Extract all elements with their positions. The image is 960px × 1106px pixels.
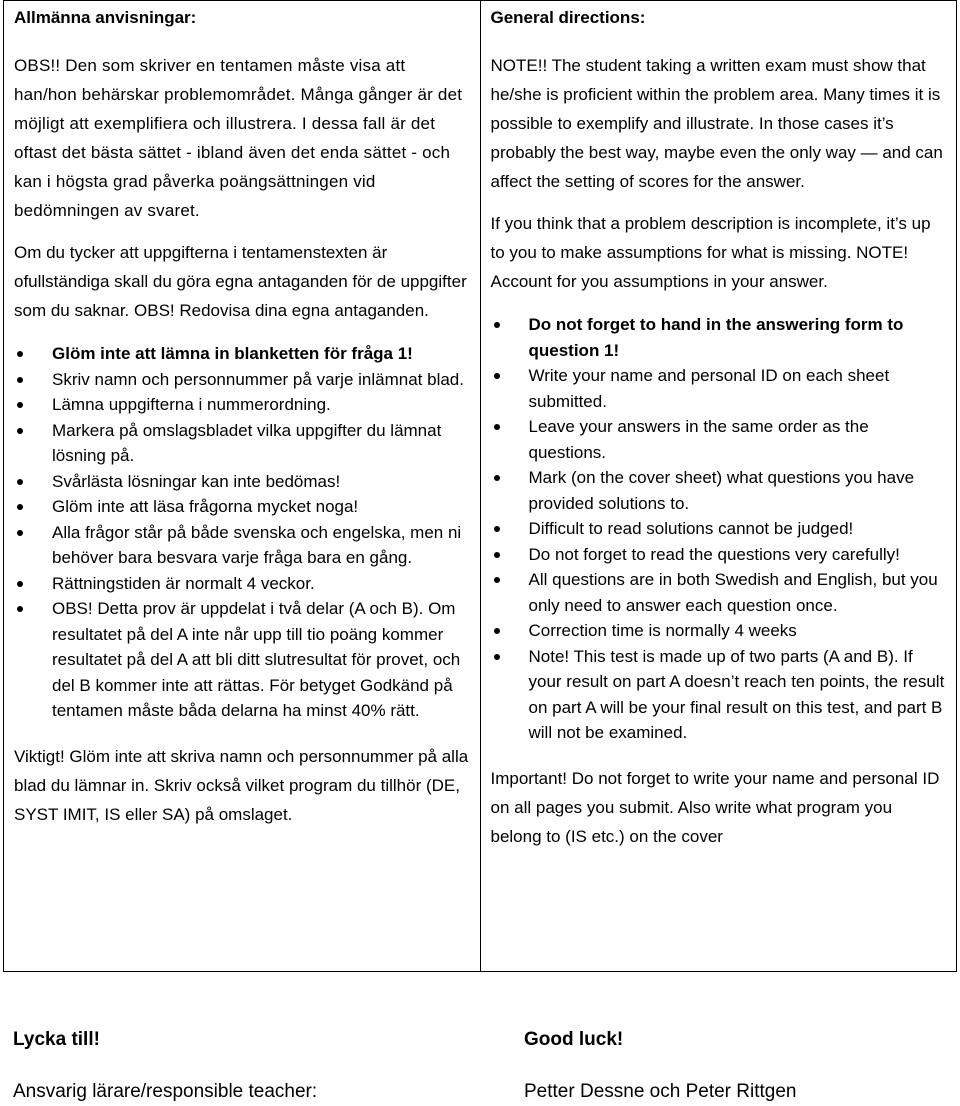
list-item: Lämna uppgifterna i nummerordning. [14,392,470,418]
list-item: Rättningstiden är normalt 4 veckor. [14,571,470,597]
list-item: Svårlästa lösningar kan inte bedömas! [14,469,470,495]
list-item: Difficult to read solutions cannot be judged! [491,516,947,542]
list-item: Mark (on the cover sheet) what questions you have provided solutions to. [491,465,947,516]
bullet-icon [17,504,23,510]
bullet-icon [494,322,500,328]
list-item: Skriv namn och personnummer på varje inlämnat blad. [14,367,470,393]
list-item: Do not forget to hand in the answering form to question 1! [491,312,947,363]
bullet-icon [494,373,500,379]
swedish-rules-list [14,341,470,724]
list-item: Note! This test is made up of two parts (A and B). If your result on part A doesn’t reach ten points, the result on part A will be your final result on this test, and part B will not be examined. [491,644,947,746]
teacher-label: Ansvarig lärare/responsible teacher: [13,1081,318,1102]
swedish-column [4,1,481,971]
bullet-icon [494,552,500,558]
good-luck-english: Good luck! [524,1029,624,1050]
bullet-icon [494,628,500,634]
list-item: Glöm inte att lämna in blanketten för fråga 1! [14,341,470,367]
bullet-icon [494,526,500,532]
swedish-heading: Allmänna anvisningar: [14,8,197,27]
list-item: Markera på omslagsbladet vilka uppgifter du lämnat lösning på. [14,418,470,469]
swedish-important-paragraph: Viktigt! Glöm inte att skriva namn och personnummer på alla blad du lämnar in. Skriv också vilket program du tillhör (DE, SYST IMIT, IS eller SA) på omslaget. [14,746,469,824]
swedish-assumptions-paragraph: Om du tycker att uppgifterna i tentamenstexten är ofullständiga skall du göra egna antaganden för de uppgifter som du saknar. OBS! Redovisa dina egna antaganden. [14,243,467,320]
bullet-icon [494,654,500,660]
english-rules-list [491,312,947,746]
list-item: All questions are in both Swedish and English, but you only need to answer each question once. [491,567,947,618]
list-item: Leave your answers in the same order as the questions. [491,414,947,465]
bullet-icon [494,475,500,481]
bullet-icon [17,377,23,383]
good-luck-swedish: Lycka till! [13,1029,100,1050]
list-item: Glöm inte att läsa frågorna mycket noga! [14,494,470,520]
english-assumptions-paragraph: If you think that a problem description is incomplete, it’s up to you to make assumptions for what is missing. NOTE! Account for you assumptions in your answer. [490,214,931,291]
english-heading: General directions: [490,8,646,27]
directions-table [3,0,957,972]
bullet-icon [17,351,23,357]
list-item: Write your name and personal ID on each sheet submitted. [491,363,947,414]
bullet-icon [17,479,23,485]
bullet-icon [17,606,23,612]
bullet-icon [494,577,500,583]
bullet-icon [17,530,23,536]
swedish-intro-paragraph: OBS!! Den som skriver en tentamen måste visa att han/hon behärskar problemområdet. Många gånger är det möjligt att exemplifiera och illustrera. I dessa fall är det oftast det bästa sättet - ibland även det enda sättet - och kan i högsta grad påverka poängsättningen vid bedömningen av svaret. [14,56,463,220]
english-column [481,1,957,971]
list-item: OBS! Detta prov är uppdelat i två delar (A och B). Om resultatet på del A inte når upp till tio poäng kommer resultatet på del A att bli ditt slutresultat för provet, och del B kommer inte att rättas. För betyget Godkänd på tentamen måste båda delarna ha minst 40% rätt. [14,596,470,724]
bullet-icon [17,402,23,408]
english-intro-paragraph: NOTE!! The student taking a written exam must show that he/she is proficient within the problem area. Many times it is possible to exemplify and illustrate. In those cases it’s probably the best way, maybe even the only way — and can affect the setting of scores for the answer. [490,56,943,191]
english-important-paragraph: Important! Do not forget to write your name and personal ID on all pages you submit. Also write what program you belong to (IS etc.) on the cover [490,768,940,846]
list-item: Do not forget to read the questions very carefully! [491,542,947,568]
bullet-icon [17,428,23,434]
bullet-icon [17,581,23,587]
list-item: Correction time is normally 4 weeks [491,618,947,644]
list-item: Alla frågor står på både svenska och engelska, men ni behöver bara besvara varje fråga bara en gång. [14,520,470,571]
bullet-icon [494,424,500,430]
teacher-names: Petter Dessne och Peter Rittgen [524,1081,797,1102]
